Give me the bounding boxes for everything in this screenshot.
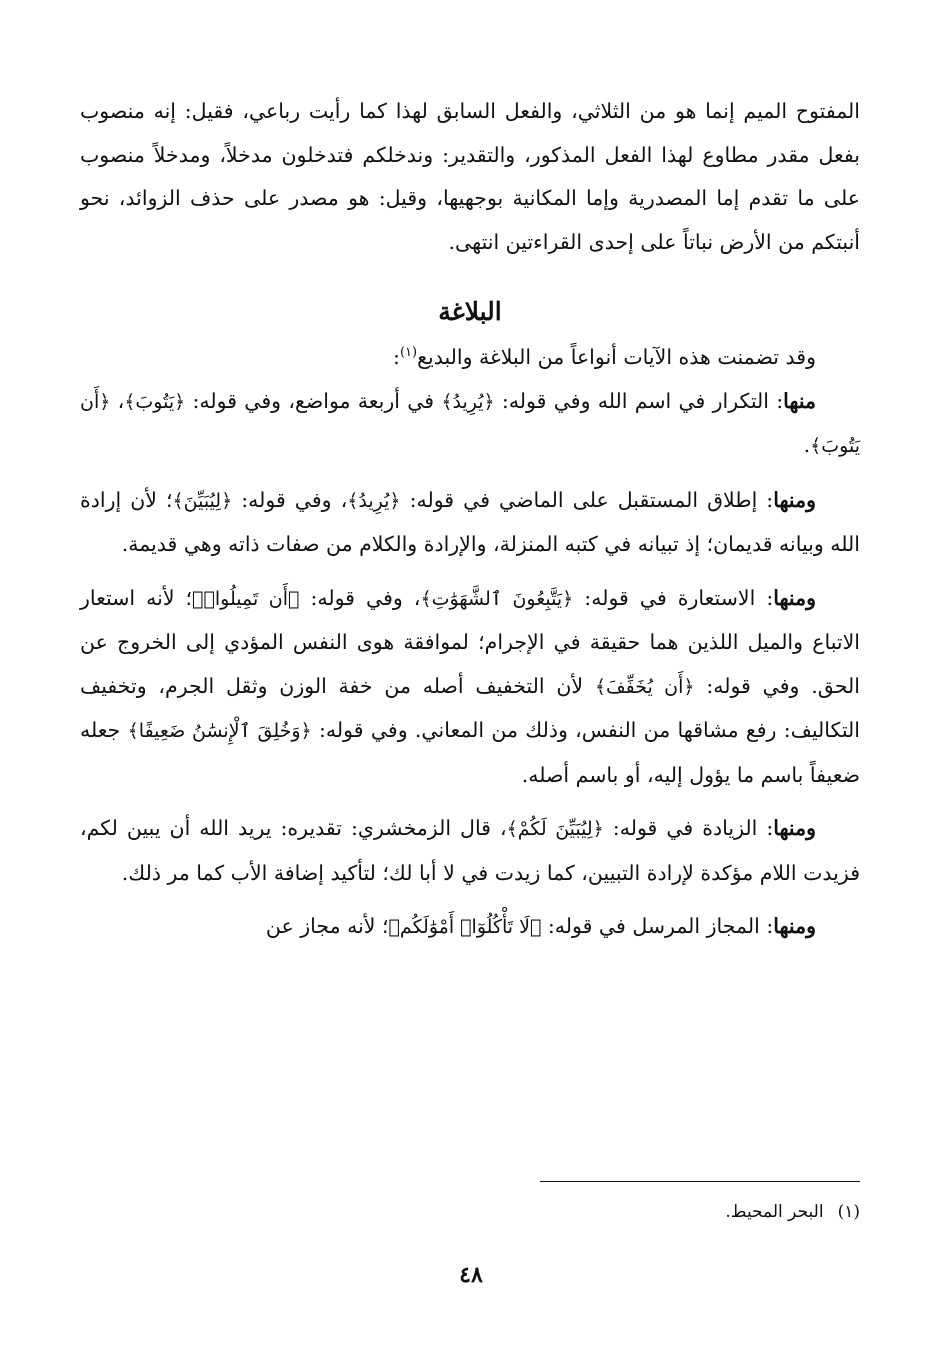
paragraph-text: ؛ لأن إرادة الله وبيانه قديمان؛ إذ تبيانه في كتبه المنزلة، والإرادة والكلام من صفات ذاته وهي قديمة.	[80, 487, 860, 556]
section-heading: البلاغة	[438, 297, 502, 326]
paragraph-keyword: ومنها	[773, 816, 816, 840]
paragraph-text: في أربعة مواضع، وفي قوله:	[185, 388, 442, 413]
paragraph-keyword: منها	[783, 388, 816, 413]
quran-quote: ﴿لِيُبَيِّنَ﴾	[172, 489, 233, 512]
lead-text: وقد تضمنت هذه الآيات أنواعاً من البلاغة والبديع	[417, 345, 816, 369]
rhetoric-paragraph	[80, 479, 860, 567]
paragraph-keyword: ومنها	[773, 487, 816, 512]
paragraph-text: : الاستعارة في قوله:	[573, 585, 774, 610]
rhetoric-paragraph	[80, 807, 860, 895]
paragraph-keyword: ومنها	[773, 914, 816, 938]
quran-quote: ﴿يُرِيدُ﴾	[441, 390, 495, 413]
rhetoric-paragraph	[80, 380, 860, 469]
main-text	[80, 90, 860, 950]
paragraph-text: ، وفي قوله:	[299, 585, 421, 610]
rhetoric-paragraph	[80, 577, 860, 798]
paragraph-text: ؛ لأنه استعار الاتباع والميل اللذين هما حقيقة في الإجرام؛ لموافقة هوى النفس المؤدي إلى الخروج عن الحق. وفي قوله:	[80, 585, 861, 698]
rhetoric-paragraph	[80, 905, 860, 950]
quran-quote: ﴿وَخُلِقَ ٱلْإِنسَٰنُ ضَعِيفًا﴾	[127, 720, 312, 742]
paragraph-text: ؛ لأنه مجاز عن	[265, 914, 389, 938]
paragraph-text: ،	[110, 388, 125, 413]
quran-quote: ﴿يَتُوبَ﴾	[124, 390, 186, 413]
quran-quote: ﴿لَا تَأْكُلُوٓا۟ أَمْوَٰلَكُم﴾	[388, 916, 542, 938]
footnote-separator	[540, 1181, 860, 1182]
intro-paragraph: المفتوح الميم إنما هو من الثلاثي، والفعل السابق لهذا كما رأيت رباعي، فقيل: إنه منصوب بفعل مقدر مطاوع لهذا الفعل المذكور، والتقدير: وندخلكم فتدخلون مدخلاً، ومدخلاً منصوب على ما تقدم إما المصدرية وإما المكانية بوجهيها، وقيل: هو مصدر على حذف الزوائد، نحو أنبتكم من الأرض نباتاً على إحدى القراءتين انتهى.	[80, 99, 860, 254]
paragraph-text: ، وفي قوله:	[232, 487, 348, 512]
paragraph-text: : إطلاق المستقبل على الماضي في قوله:	[400, 487, 774, 512]
footnote-text: البحر المحيط.	[725, 1202, 824, 1222]
paragraph-text: : التكرار في اسم الله وفي قوله:	[494, 388, 784, 413]
quran-quote: ﴿أَن تَمِيلُوا۟﴾	[192, 587, 300, 610]
quran-quote: ﴿أَن يُخَفِّفَ﴾	[594, 675, 695, 698]
footnote	[80, 1198, 860, 1226]
quran-quote: ﴿يُرِيدُ﴾	[347, 489, 401, 512]
paragraph-text: : المجاز المرسل في قوله:	[541, 914, 774, 938]
paragraph-text: جعله ضعيفاً باسم ما يؤول إليه، أو باسم أصله.	[80, 718, 860, 787]
quran-quote: ﴿لِيُبَيِّنَ لَكُمْ﴾	[506, 818, 604, 840]
page-number: ٤٨	[459, 1262, 483, 1288]
rhetoric-paragraphs	[80, 380, 860, 950]
footnote-marker: (١)	[399, 345, 418, 361]
paragraph-text: .	[803, 433, 811, 457]
footnote-number: (١)	[837, 1202, 860, 1222]
paragraph-text: لأن التخفيف أصله من خفة الوزن وثقل الجرم، وتخفيف التكاليف: رفع مشاقها من النفس، وذلك من المعاني. وفي قوله:	[80, 673, 860, 742]
paragraph-text: : الزيادة في قوله:	[603, 816, 774, 840]
paragraph-text: ، قال الزمخشري: تقديره: يريد الله أن يبين لكم، فزيدت اللام مؤكدة لإرادة التبيين، كما زيدت في لا أبا لك؛ لتأكيد إضافة الأب كما مر ذلك.	[80, 816, 860, 885]
lead-tail: :	[393, 345, 400, 369]
lead-paragraph	[80, 336, 860, 380]
quran-quote: ﴿أَن يَتُوبَ﴾	[80, 390, 860, 457]
quran-quote: ﴿يَتَّبِعُونَ ٱلشَّهَوَٰتِ﴾	[420, 587, 574, 610]
paragraph-keyword: ومنها	[773, 585, 816, 610]
